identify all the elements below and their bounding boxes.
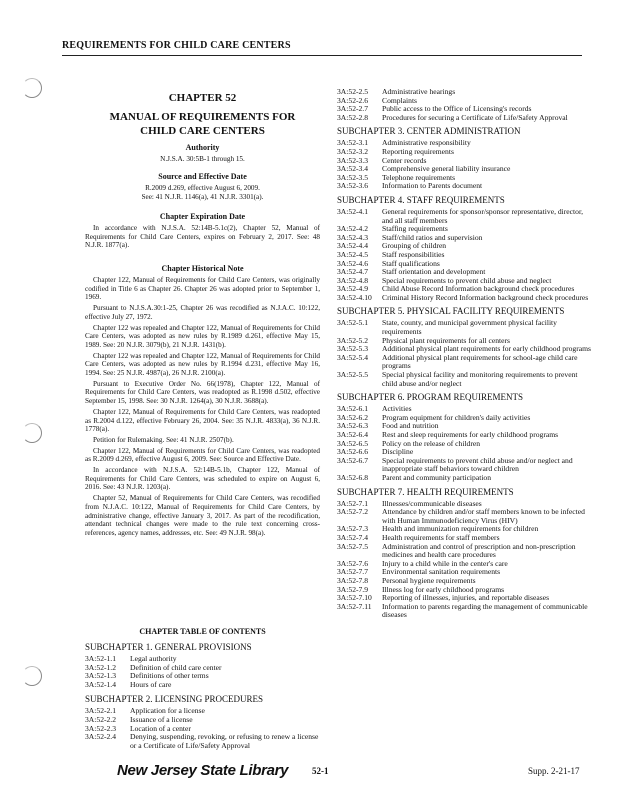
section-number: 3A:52-2.1 — [85, 706, 117, 716]
section-number: 3A:52-6.7 — [337, 455, 369, 465]
section-title: General requirements for sponsor/sponsor representative, director, and all staff members — [382, 206, 584, 225]
section-number: 3A:52-5.4 — [337, 352, 369, 362]
history-paragraph: Pursuant to Executive Order No. 66(1978), Chapter 122, Manual of Requirements for Child Care Centers, was readopted as R.1998 d.502, effective September 15, 1998. See: 30 N.J.R. 1264(a), 30 N.J.R. 3688(a). — [85, 379, 320, 406]
section-number: 3A:52-6.1 — [337, 404, 369, 414]
section-number: 3A:52-7.7 — [337, 567, 369, 577]
section-number: 3A:52-4.2 — [337, 224, 369, 234]
authority-text: N.J.S.A. 30:5B-1 through 15. — [160, 155, 245, 163]
running-header: REQUIREMENTS FOR CHILD CARE CENTERS — [62, 40, 291, 51]
section-title: Discipline — [382, 447, 414, 457]
section-number: 3A:52-2.6 — [337, 95, 369, 105]
section-title: Procedures for securing a Certificate of Life/Safety Approval — [382, 112, 568, 122]
authority-section — [85, 143, 320, 164]
toc-entry — [85, 672, 320, 681]
section-title: Hours of care — [130, 679, 172, 689]
toc-entry — [337, 603, 593, 620]
toc-entry — [337, 234, 593, 243]
section-number: 3A:52-6.2 — [337, 412, 369, 422]
toc-entry — [337, 165, 593, 174]
expiration-heading: Chapter Expiration Date — [159, 212, 246, 221]
section-number: 3A:52-7.4 — [337, 532, 369, 542]
source-section — [85, 172, 320, 201]
supplement-date: Supp. 2-21-17 — [528, 766, 580, 776]
section-title: Special physical facility and monitoring requirements to prevent child abuse and/or neglect — [382, 370, 578, 388]
history-section — [85, 264, 320, 538]
section-number: 3A:52-7.2 — [337, 507, 369, 517]
section-title: Activities — [382, 404, 412, 414]
toc-entry — [337, 508, 593, 525]
toc-entry — [337, 251, 593, 260]
toc-entry — [337, 474, 593, 483]
section-number: 3A:52-4.1 — [337, 206, 369, 216]
history-paragraph: Chapter 52, Manual of Requirements for Child Care Centers, was recodified from N.J.A.C. 10:122, Manual of Requirements for Child Care Centers, by administrative change, effective January 3, 2017. As part of the recodification, attendant technical changes were made to the rule text concerning cross-references, agency names, addresses, etc. See: 49 N.J.R. 98(a). — [85, 494, 320, 537]
section-title: Special requirements to prevent child abuse and/or neglect and inappropriate staff behaviors toward children — [382, 455, 573, 474]
section-number: 3A:52-2.5 — [337, 87, 369, 96]
table-of-contents-left — [85, 627, 320, 750]
source-text-1: R.2009 d.269, effective August 6, 2009. — [145, 184, 260, 192]
section-title: Issuance of a license — [130, 714, 193, 724]
toc-entry — [337, 208, 593, 225]
section-number: 3A:52-6.5 — [337, 438, 369, 448]
section-number: 3A:52-6.4 — [337, 430, 369, 439]
section-number: 3A:52-2.4 — [85, 732, 117, 742]
section-number: 3A:52-5.5 — [337, 370, 369, 380]
section-title: Additional physical plant requirements for school-age child care programs — [382, 352, 578, 371]
toc-entry — [337, 319, 593, 336]
toc-entry — [85, 733, 320, 750]
section-number: 3A:52-3.2 — [337, 146, 369, 156]
section-title: Staff qualifications — [382, 258, 440, 268]
toc-entry — [337, 354, 593, 371]
punch-hole-mark — [22, 423, 42, 443]
section-number: 3A:52-7.5 — [337, 541, 369, 551]
section-title: Legal authority — [130, 654, 177, 663]
section-number: 3A:52-7.1 — [337, 498, 369, 508]
punch-hole-mark — [22, 78, 42, 98]
section-title: Grouping of children — [382, 241, 447, 251]
toc-entry — [337, 543, 593, 560]
toc-entry — [337, 148, 593, 157]
section-title: Information to Parents document — [382, 181, 483, 191]
section-title: Rest and sleep requirements for early childhood programs — [382, 430, 559, 439]
section-title: Child Abuse Record Information background check procedures — [382, 284, 575, 294]
table-of-contents-right — [337, 88, 593, 620]
history-paragraph: In accordance with N.J.S.A. 52:14B-5.1b, Chapter 122, Manual of Requirements for Child Care Centers, was scheduled to expire on August 6, 2016. See: 43 N.J.R. 1203(a). — [85, 466, 320, 492]
subchapter-heading: SUBCHAPTER 7. HEALTH REQUIREMENTS — [337, 486, 514, 497]
section-title: Reporting of illnesses, injuries, and reportable diseases — [382, 593, 550, 603]
history-paragraph: Chapter 122, Manual of Requirements for Child Care Centers, was readopted as R.2004 d.122, effective February 26, 2004. See: 35 N.J.R. 4833(a), 36 N.J.R. 1778(a). — [85, 407, 320, 434]
section-title: Staff responsibilities — [382, 249, 445, 259]
section-number: 3A:52-7.8 — [337, 575, 369, 585]
history-paragraph: Chapter 122 was repealed and Chapter 122, Manual of Requirements for Child Care Centers, was adopted as new rules by R.1989 d.261, effective May 15, 1989. See: 20 N.J.R. 3079(b), 21 N.J.R. 1431(b). — [85, 323, 320, 349]
section-title: Denying, suspending, revoking, or refusing to renew a license or a Certificate of Life/Safety Approval — [130, 732, 319, 750]
toc-entry — [337, 182, 593, 191]
history-paragraph: Chapter 122, Manual of Requirements for Child Care Centers, was originally codified in Title 6 as Chapter 26. Chapter 26 was adopted prior to September 1, 1969. — [85, 276, 320, 302]
header-rule — [62, 55, 582, 56]
section-title: Information to parents regarding the management of communicable diseases — [382, 601, 588, 620]
section-title: Special requirements to prevent child abuse and neglect — [382, 275, 552, 285]
section-title: Policy on the release of children — [382, 438, 481, 448]
section-title: Illness log for early childhood programs — [382, 584, 505, 594]
section-number: 3A:52-5.3 — [337, 344, 369, 354]
section-title: Staff orientation and development — [382, 267, 486, 277]
toc-entry — [85, 716, 320, 725]
section-number: 3A:52-2.8 — [337, 112, 369, 122]
section-number: 3A:52-7.3 — [337, 524, 369, 534]
section-title: Comprehensive general liability insurance — [382, 164, 511, 174]
section-number: 3A:52-4.6 — [337, 258, 369, 268]
section-number: 3A:52-1.1 — [85, 654, 117, 663]
toc-entry — [337, 371, 593, 388]
section-title: Reporting requirements — [382, 146, 454, 156]
section-title: Personal hygiene requirements — [382, 575, 476, 585]
section-title: Staff/child ratios and supervision — [382, 232, 483, 242]
subchapter-heading: SUBCHAPTER 1. GENERAL PROVISIONS — [85, 642, 252, 652]
authority-heading: Authority — [185, 143, 220, 152]
section-title: Additional physical plant requirements for early childhood programs — [382, 344, 591, 354]
section-number: 3A:52-4.10 — [337, 292, 372, 302]
toc-right-top-list — [337, 88, 593, 122]
section-number: 3A:52-2.2 — [85, 714, 117, 724]
section-number: 3A:52-4.8 — [337, 275, 369, 285]
section-title: Application for a license — [130, 706, 205, 716]
subchapter-heading: SUBCHAPTER 6. PROGRAM REQUIREMENTS — [337, 392, 524, 403]
section-title: Criminal History Record Information background check procedures — [382, 292, 589, 302]
section-number: 3A:52-3.4 — [337, 164, 369, 174]
section-number: 3A:52-7.6 — [337, 558, 369, 568]
section-number: 3A:52-2.3 — [85, 723, 117, 733]
toc-entry — [85, 707, 320, 716]
history-heading: Chapter Historical Note — [161, 264, 244, 273]
toc-entry — [337, 414, 593, 423]
toc-entry — [337, 294, 593, 303]
chapter-title-line-1: MANUAL OF REQUIREMENTS FOR — [109, 111, 296, 123]
section-title: Telephone requirements — [382, 172, 456, 182]
subchapter-heading: SUBCHAPTER 5. PHYSICAL FACILITY REQUIREMENTS — [337, 306, 565, 317]
toc-entry — [85, 681, 320, 690]
section-title: Administrative responsibility — [382, 138, 471, 148]
library-logo: New Jersey State Library — [117, 762, 289, 779]
toc-heading: CHAPTER TABLE OF CONTENTS — [139, 627, 266, 636]
section-title: Health requirements for staff members — [382, 532, 500, 542]
toc-entry — [337, 457, 593, 474]
section-number: 3A:52-3.6 — [337, 181, 369, 191]
section-title: Injury to a child while in the center's care — [382, 558, 508, 568]
section-title: Administrative hearings — [382, 87, 456, 96]
expiration-section — [85, 212, 320, 250]
chapter-number: CHAPTER 52 — [168, 92, 237, 104]
section-number: 3A:52-1.3 — [85, 671, 117, 681]
toc-entry — [337, 114, 593, 123]
section-title: Definitions of other terms — [130, 671, 209, 681]
toc-entry — [337, 139, 593, 148]
section-number: 3A:52-3.3 — [337, 155, 369, 165]
section-number: 3A:52-7.11 — [337, 601, 372, 611]
history-paragraph: Chapter 122, Manual of Requirements for Child Care Centers, was readopted as R.2009 d.269, effective August 6, 2009. See: Source and Effective Date. — [85, 446, 320, 464]
section-number: 3A:52-6.8 — [337, 472, 369, 482]
section-title: Public access to the Office of Licensing's records — [382, 104, 532, 114]
history-paragraph: Pursuant to N.J.S.A.30:1-25, Chapter 26 was recodified as N.J.A.C. 10:122, effective July 27, 1972. — [85, 304, 320, 321]
section-title: Environmental sanitation requirements — [382, 567, 501, 577]
section-title: Administration and control of prescription and non-prescription medicines and health care procedures — [382, 541, 576, 560]
section-number: 3A:52-1.2 — [85, 662, 117, 672]
section-number: 3A:52-4.4 — [337, 241, 369, 251]
chapter-title — [85, 110, 320, 138]
section-title: Definition of child care center — [130, 662, 222, 672]
page-number: 52-1 — [312, 766, 329, 776]
section-title: Location of a center — [130, 723, 191, 733]
section-number: 3A:52-4.5 — [337, 249, 369, 259]
toc-entry — [337, 88, 593, 97]
section-number: 3A:52-7.9 — [337, 584, 369, 594]
source-heading: Source and Effective Date — [158, 172, 247, 181]
section-title: Illnesses/communicable diseases — [382, 498, 482, 508]
section-title: Attendance by children and/or staff members known to be infected with Human Immunodeficiency Virus (HIV) — [382, 507, 585, 525]
section-number: 3A:52-4.9 — [337, 284, 369, 294]
expiration-text: In accordance with N.J.S.A. 52:14B-5.1c(2), Chapter 52, Manual of Requirements for Child Care Centers, expires on February 2, 2017. See: 48 N.J.R. 1877(a). — [85, 224, 320, 250]
section-title: Program equipment for children's daily activities — [382, 412, 531, 422]
section-title: State, county, and municipal government physical facility requirements — [382, 318, 557, 337]
toc-entry — [337, 440, 593, 449]
toc-right-list — [337, 126, 593, 620]
section-number: 3A:52-4.7 — [337, 267, 369, 277]
punch-hole-mark — [22, 666, 42, 686]
toc-entry — [337, 242, 593, 251]
history-paragraph: Petition for Rulemaking. See: 41 N.J.R. 2507(b). — [93, 435, 234, 444]
section-number: 3A:52-3.1 — [337, 138, 369, 148]
section-title: Center records — [382, 155, 427, 165]
section-title: Physical plant requirements for all centers — [382, 335, 510, 345]
subchapter-heading: SUBCHAPTER 4. STAFF REQUIREMENTS — [337, 194, 505, 205]
section-number: 3A:52-4.3 — [337, 232, 369, 242]
section-title: Health and immunization requirements for children — [382, 524, 539, 534]
source-text-2: See: 41 N.J.R. 1146(a), 41 N.J.R. 3301(a). — [141, 192, 264, 201]
section-number: 3A:52-2.7 — [337, 104, 369, 114]
section-number: 3A:52-5.2 — [337, 335, 369, 345]
section-number: 3A:52-1.4 — [85, 679, 117, 689]
history-paragraph: Chapter 122 was repealed and Chapter 122, Manual of Requirements for Child Care Centers, was adopted as new rules by R.1994 d.231, effective May 16, 1994. See: 25 N.J.R. 4987(a), 26 N.J.R. 2100(a). — [85, 351, 320, 378]
subchapter-heading: SUBCHAPTER 3. CENTER ADMINISTRATION — [337, 126, 521, 137]
toc-left-list — [85, 642, 320, 750]
section-number: 3A:52-5.1 — [337, 318, 369, 328]
section-title: Food and nutrition — [382, 421, 439, 431]
section-number: 3A:52-7.10 — [337, 593, 372, 603]
section-number: 3A:52-6.3 — [337, 421, 369, 431]
section-number: 3A:52-6.6 — [337, 447, 369, 457]
section-title: Staffing requirements — [382, 224, 448, 234]
section-title: Parent and community participation — [382, 472, 492, 482]
section-number: 3A:52-3.5 — [337, 172, 369, 182]
chapter-title-line-2: CHILD CARE CENTERS — [140, 125, 265, 137]
section-title: Complaints — [382, 95, 418, 105]
subchapter-heading: SUBCHAPTER 2. LICENSING PROCEDURES — [85, 694, 264, 705]
